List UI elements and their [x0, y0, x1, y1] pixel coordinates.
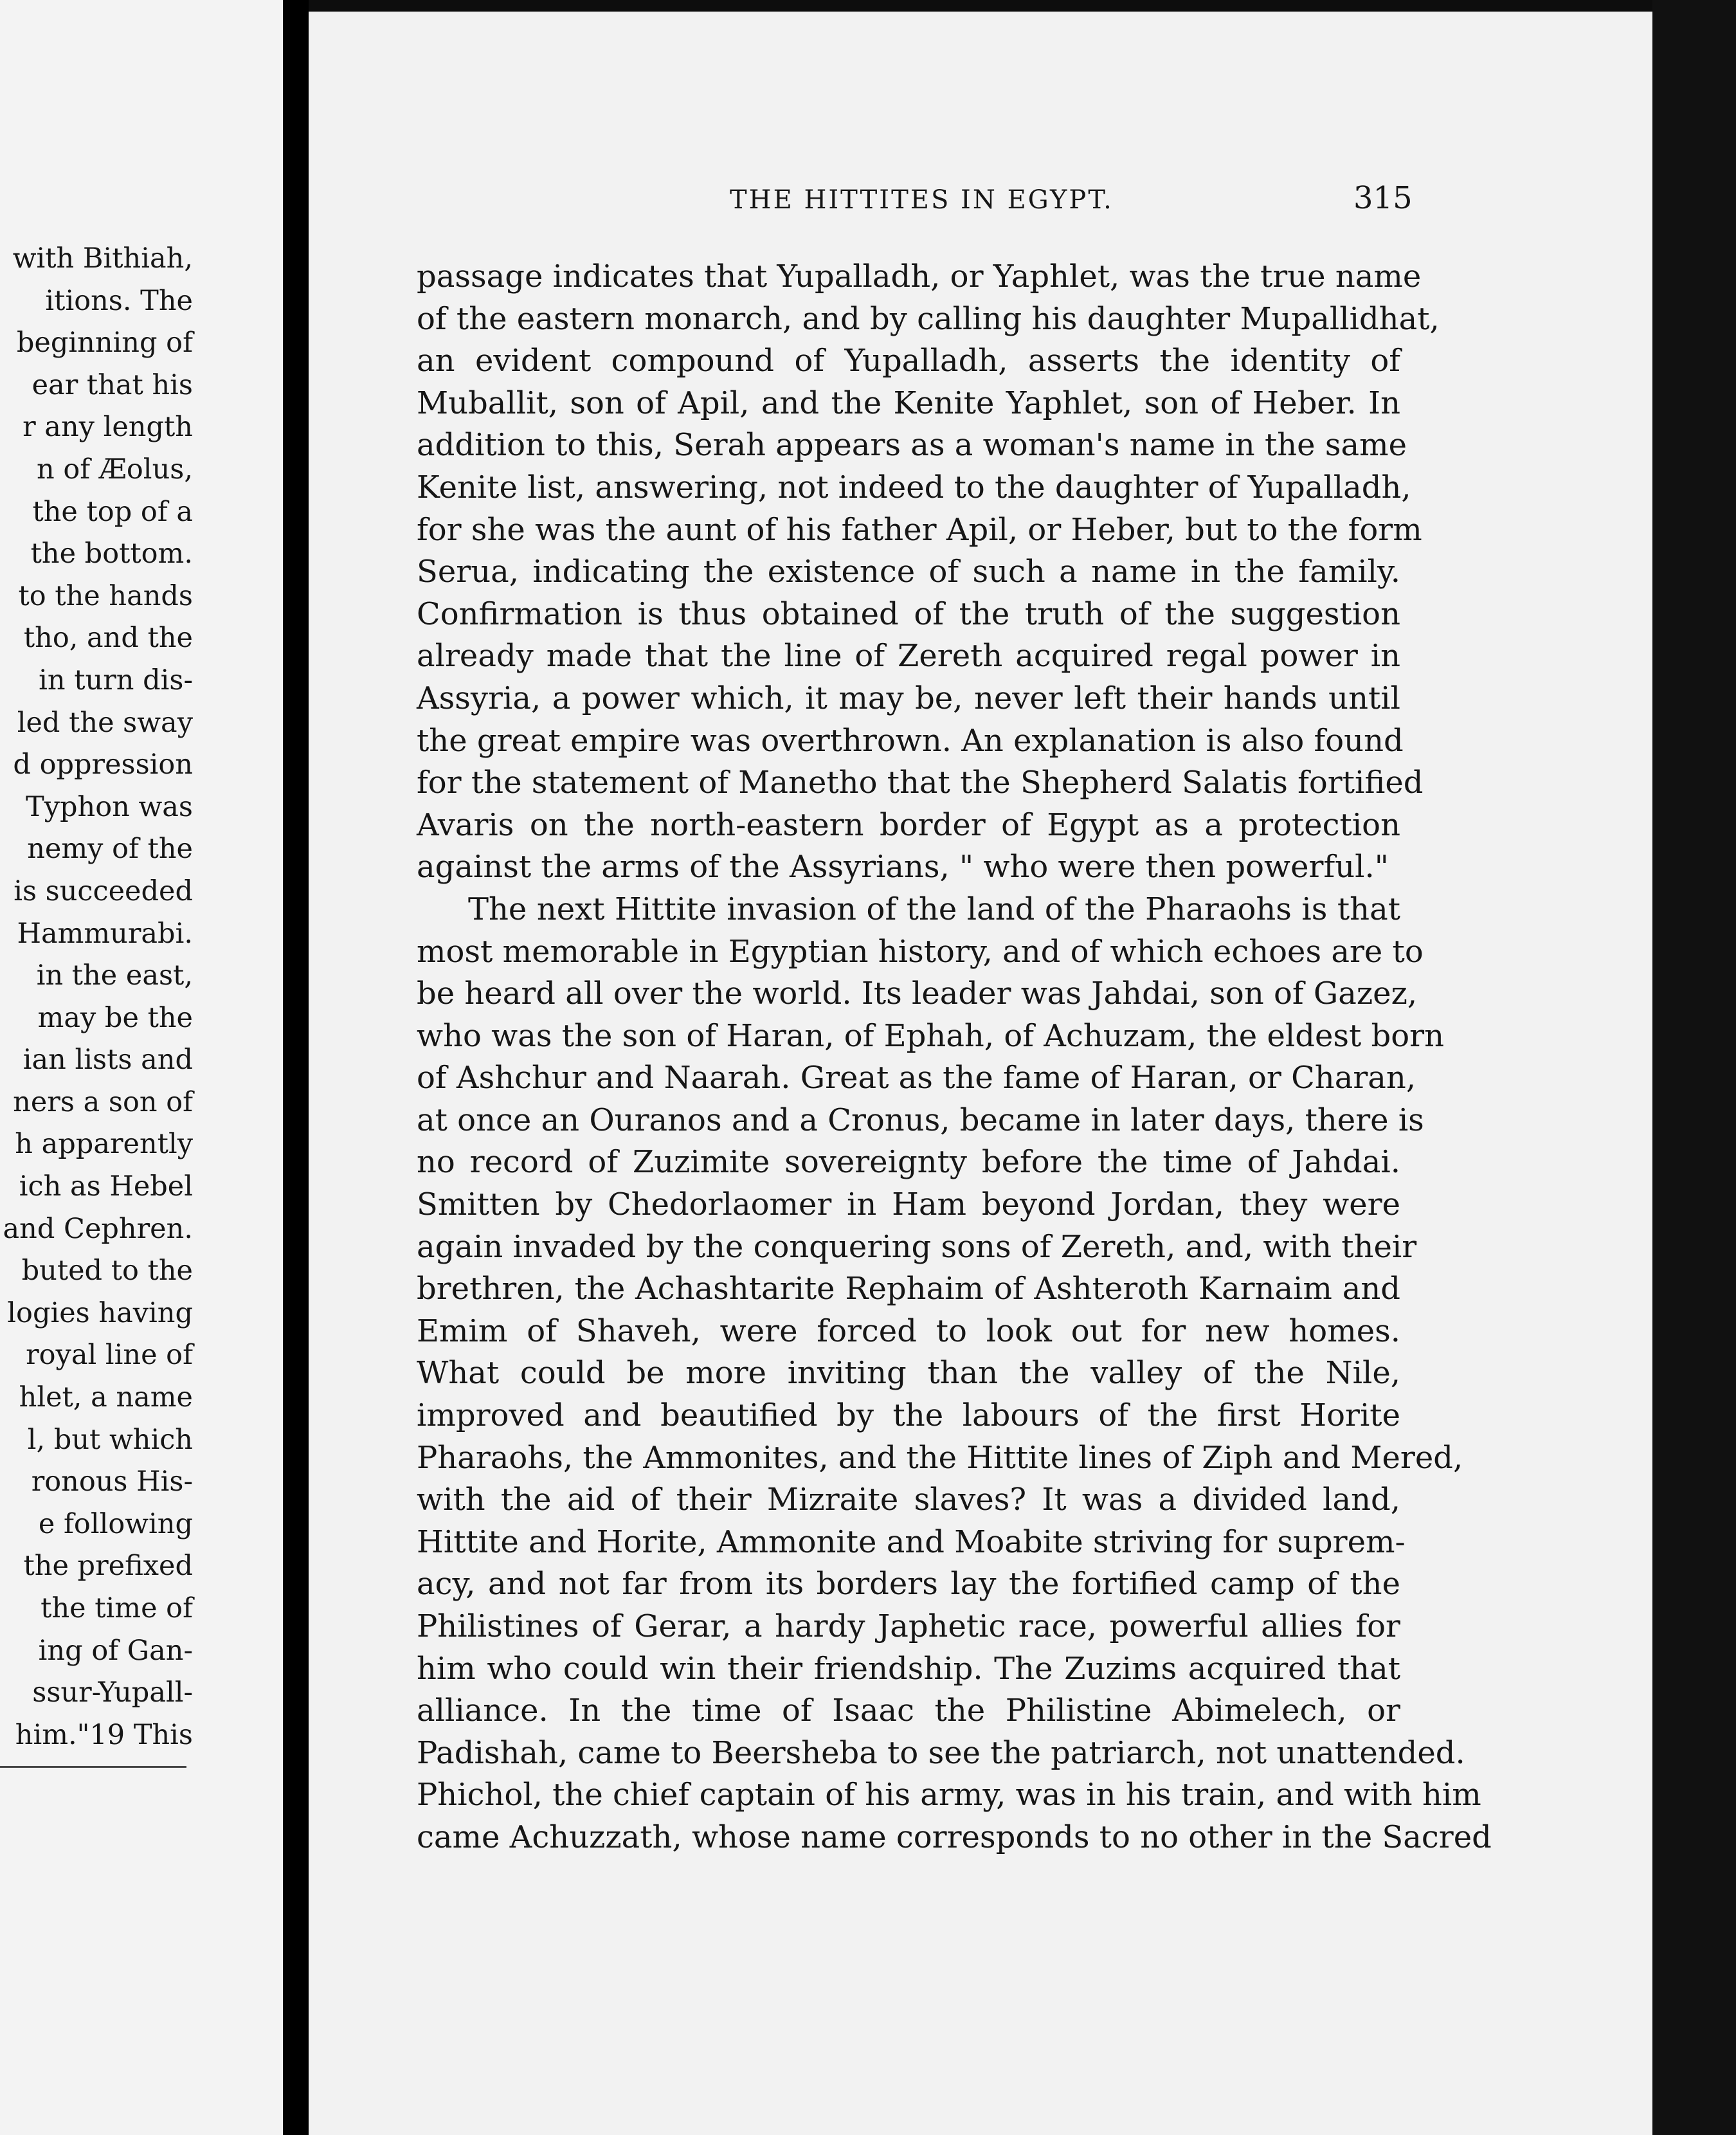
- left-text-line: beginning of: [16, 327, 193, 359]
- left-text-line: the bottom.: [30, 538, 193, 570]
- left-text-line: Hammurabi.: [17, 917, 193, 950]
- left-text-line: nemy of the: [27, 833, 193, 866]
- left-text-line: ing of Gan-: [38, 1634, 193, 1667]
- body-text-line: again invaded by the conquering sons of Zereth, and, with their: [417, 1228, 1417, 1265]
- book-gutter: [283, 0, 309, 2135]
- body-text-line: Phichol, the chief captain of his army, was in his train, and with him: [417, 1777, 1481, 1813]
- body-text-line: already made that the line of Zereth acquired regal power in: [417, 638, 1400, 675]
- left-text-line: n of Æolus,: [37, 453, 193, 486]
- left-text-line: h apparently: [15, 1128, 193, 1161]
- left-text-line: him."19 This: [15, 1718, 193, 1751]
- body-text-line: Philistines of Gerar, a hardy Japhetic race, powerful allies for: [417, 1608, 1400, 1644]
- left-text-line: may be the: [37, 1001, 193, 1034]
- right-page-edge: [1652, 0, 1736, 2135]
- body-text-line: Assyria, a power which, it may be, never left their hands until: [417, 680, 1400, 716]
- left-page-text: [0, 238, 193, 1756]
- body-text-line: be heard all over the world. Its leader was Jahdai, son of Gazez,: [417, 976, 1418, 1012]
- body-text-line: who was the son of Haran, of Ephah, of Achuzam, the eldest born: [417, 1017, 1445, 1054]
- left-text-line: buted to the: [21, 1255, 193, 1287]
- body-text-line: passage indicates that Yupalladh, or Yaphlet, was the true name: [417, 259, 1422, 295]
- left-text-line: itions. The: [45, 284, 193, 317]
- page-header: [309, 180, 1652, 224]
- body-text-line: an evident compound of Yupalladh, asserts the identity of: [417, 343, 1400, 379]
- body-text-line: The next Hittite invasion of the land of the Pharaohs is that: [468, 891, 1400, 927]
- left-text-line: ich as Hebel: [19, 1170, 193, 1203]
- left-text-line: d oppression: [13, 749, 193, 781]
- footnote-rule: [0, 1766, 186, 1768]
- left-text-line: ronous His-: [31, 1466, 193, 1498]
- body-text-line: alliance. In the time of Isaac the Philistine Abimelech, or: [417, 1693, 1400, 1729]
- body-text-line: addition to this, Serah appears as a woman's name in the same: [417, 427, 1407, 464]
- left-text-line: ssur-Yupall-: [32, 1676, 193, 1709]
- left-text-line: is succeeded: [14, 875, 193, 907]
- body-text-line: Confirmation is thus obtained of the truth of the suggestion: [417, 595, 1400, 632]
- body-text-line: no record of Zuzimite sovereignty before the time of Jahdai.: [417, 1144, 1400, 1181]
- body-text-line: for she was the aunt of his father Apil, or Heber, but to the form: [417, 511, 1422, 548]
- left-text-line: tho, and the: [23, 622, 193, 655]
- page-number: 315: [1353, 180, 1413, 216]
- body-text-line: improved and beautified by the labours of the first Horite: [417, 1397, 1400, 1434]
- body-text-line: came Achuzzath, whose name corresponds to no other in the Sacred: [417, 1819, 1492, 1855]
- left-text-line: Typhon was: [26, 790, 193, 823]
- left-text-line: led the sway: [17, 706, 193, 739]
- left-text-line: ear that his: [32, 368, 193, 401]
- body-text-line: most memorable in Egyptian history, and of which echoes are to: [417, 933, 1424, 970]
- body-text-line: against the arms of the Assyrians, " who were then powerful.": [417, 849, 1389, 886]
- left-text-line: to the hands: [18, 579, 193, 612]
- body-text: [417, 256, 1492, 1859]
- body-text-line: Pharaohs, the Ammonites, and the Hittite lines of Ziph and Mered,: [417, 1439, 1463, 1476]
- body-text-line: acy, and not far from its borders lay the fortified camp of the: [417, 1566, 1400, 1603]
- running-head: THE HITTITES IN EGYPT.: [730, 185, 1114, 215]
- body-text-line: What could be more inviting than the valley of the Nile,: [417, 1355, 1400, 1392]
- body-text-line: the great empire was overthrown. An explanation is also found: [417, 722, 1404, 759]
- left-text-line: in the east,: [36, 959, 193, 992]
- left-text-line: the top of a: [32, 495, 193, 528]
- body-text-line: Emim of Shaveh, were forced to look out for new homes.: [417, 1313, 1400, 1349]
- left-text-line: in turn dis-: [39, 664, 193, 696]
- body-text-line: for the statement of Manetho that the Shepherd Salatis fortified: [417, 765, 1424, 801]
- body-text-line: with the aid of their Mizraite slaves? It was a divided land,: [417, 1482, 1400, 1518]
- body-text-line: him who could win their friendship. The Zuzims acquired that: [417, 1650, 1400, 1687]
- right-page: [309, 12, 1652, 2135]
- body-text-line: Serua, indicating the existence of such a name in the family.: [417, 554, 1400, 590]
- body-text-line: at once an Ouranos and a Cronus, became in later days, there is: [417, 1102, 1424, 1138]
- body-text-line: Avaris on the north-eastern border of Egypt as a protection: [417, 806, 1400, 843]
- body-text-line: brethren, the Achashtarite Rephaim of Ashteroth Karnaim and: [417, 1271, 1400, 1307]
- body-text-line: of the eastern monarch, and by calling his daughter Mupallidhat,: [417, 300, 1440, 337]
- left-text-line: ian lists and: [23, 1044, 193, 1077]
- left-text-line: ners a son of: [13, 1086, 193, 1118]
- left-text-line: hlet, a name: [19, 1381, 193, 1414]
- left-text-line: e following: [38, 1507, 193, 1540]
- body-text-line: Muballit, son of Apil, and the Kenite Yaphlet, son of Heber. In: [417, 385, 1400, 421]
- left-text-line: the time of: [41, 1592, 193, 1624]
- body-text-line: Kenite list, answering, not indeed to the daughter of Yupalladh,: [417, 469, 1411, 505]
- left-text-line: and Cephren.: [3, 1212, 193, 1245]
- body-text-line: of Ashchur and Naarah. Great as the fame of Haran, or Charan,: [417, 1060, 1416, 1096]
- body-text-line: Padishah, came to Beersheba to see the patriarch, not unattended.: [417, 1734, 1465, 1771]
- left-text-line: logies having: [7, 1296, 193, 1329]
- left-text-line: royal line of: [26, 1339, 193, 1372]
- body-text-line: Hittite and Horite, Ammonite and Moabite striving for suprem-: [417, 1523, 1406, 1560]
- left-text-line: with Bithiah,: [12, 242, 193, 275]
- left-text-line: r any length: [23, 411, 193, 444]
- left-text-line: l, but which: [27, 1423, 193, 1456]
- body-text-line: Smitten by Chedorlaomer in Ham beyond Jordan, they were: [417, 1186, 1400, 1223]
- left-text-line: the prefixed: [23, 1550, 193, 1583]
- left-page: [0, 0, 283, 2135]
